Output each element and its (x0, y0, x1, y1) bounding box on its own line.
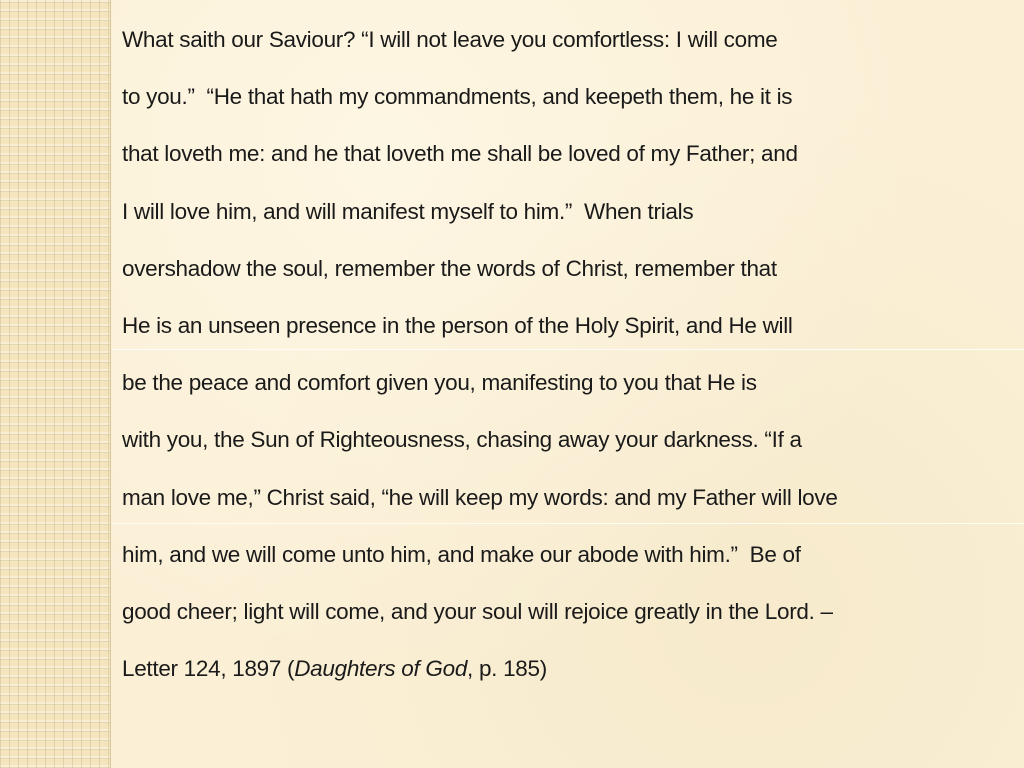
side-divider (110, 0, 111, 768)
passage-line: him, and we will come unto him, and make our abode with him.” Be of (122, 541, 801, 567)
quote-passage (122, 11, 1018, 697)
passage-line: be the peace and comfort given you, manifesting to you that He is (122, 370, 757, 396)
citation-suffix: , p. 185) (467, 656, 547, 682)
passage-line: man love me,” Christ said, “he will keep my words: and my Father will love (122, 484, 838, 510)
decorative-side-strip (0, 0, 110, 768)
passage-line: good cheer; light will come, and your soul will rejoice greatly in the Lord. – (122, 599, 833, 625)
passage-line: What saith our Saviour? “I will not leave you comfortless: I will come (122, 27, 778, 52)
passage-line: I will love him, and will manifest myself to him.” When trials (122, 198, 694, 224)
passage-line: overshadow the soul, remember the words of Christ, remember that (122, 255, 777, 281)
passage-line: with you, the Sun of Righteousness, chasing away your darkness. “If a (122, 427, 802, 453)
passage-line: to you.” “He that hath my commandments, and keepeth them, he it is (122, 84, 793, 110)
citation-prefix: Letter 124, 1897 ( (122, 656, 295, 682)
passage-line: that loveth me: and he that loveth me shall be loved of my Father; and (122, 141, 798, 167)
passage-line: He is an unseen presence in the person of the Holy Spirit, and He will (122, 313, 793, 339)
citation-book-title: Daughters of God (294, 656, 468, 682)
citation-line (122, 640, 1018, 697)
